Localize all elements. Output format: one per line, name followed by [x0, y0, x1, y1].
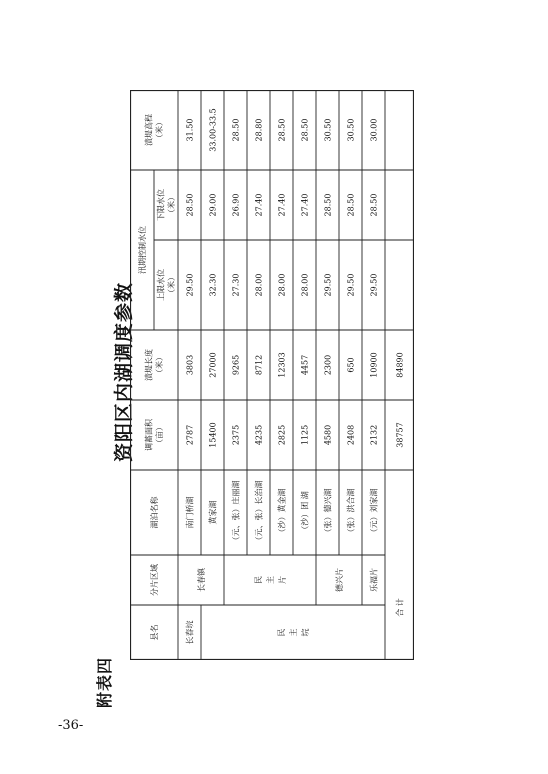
lower-level-cell: 29.00 — [208, 193, 218, 217]
levee-length-cell: 4457 — [300, 354, 310, 376]
table-grid — [130, 90, 414, 660]
storage-area-cell: 2408 — [346, 424, 356, 446]
storage-area-cell: 2375 — [231, 424, 241, 446]
lower-level-header: 下限水位（米） — [156, 189, 176, 221]
svg-text:片: 片 — [278, 576, 287, 584]
upper-level-cell: 27.30 — [231, 273, 241, 297]
appendix-label: 附表四 — [95, 656, 114, 708]
levee-elevation-cell: 33.00-33.5 — [208, 108, 218, 152]
svg-text:民: 民 — [277, 628, 286, 637]
county-cell — [277, 629, 310, 637]
lake-name-header: 湖泊名称 — [149, 496, 159, 529]
lower-level-cell: 27.40 — [277, 193, 287, 217]
lake-name-cell: 南门桥湖 — [185, 496, 195, 529]
flood-control-level-header: 汛期控制水位 — [137, 226, 147, 274]
svg-text:垸: 垸 — [301, 628, 310, 637]
storage-area-cell: 2825 — [277, 424, 287, 446]
lower-level-cell: 26.90 — [231, 193, 241, 217]
svg-text:民: 民 — [254, 576, 263, 584]
lower-level-cell: 28.50 — [369, 193, 379, 217]
levee-elevation-cell: 28.50 — [300, 118, 310, 142]
lake-name-cell: 黄家湖 — [208, 500, 218, 525]
lake-name-cell: （元、张）长治湖 — [254, 480, 264, 545]
svg-text:主: 主 — [289, 628, 298, 637]
levee-length-cell: 9265 — [231, 354, 241, 376]
storage-area-header: 调蓄面积（亩） — [144, 419, 164, 451]
levee-elevation-cell: 31.50 — [185, 118, 195, 142]
upper-level-cell: 32.30 — [208, 273, 218, 297]
county-header: 县名 — [149, 624, 159, 641]
lower-level-cell: 28.50 — [346, 193, 356, 217]
storage-area-cell: 1125 — [300, 424, 310, 446]
storage-area-cell: 15400 — [208, 422, 218, 448]
district-cell — [254, 576, 287, 584]
storage-area-cell: 4235 — [254, 424, 264, 446]
levee-elevation-cell: 30.50 — [346, 118, 356, 142]
total-label: 合 计 — [395, 598, 405, 617]
upper-level-cell: 29.50 — [346, 273, 356, 297]
lake-name-cell: （张）洪合湖 — [346, 488, 356, 537]
levee-elevation-cell: 30.50 — [323, 118, 333, 142]
district-header: 分片区域 — [149, 564, 159, 596]
county-cell: 长春垸 — [185, 620, 195, 645]
storage-area-cell: 4580 — [323, 424, 333, 446]
lake-name-cell: （沙）团 湖 — [300, 491, 310, 534]
levee-length-cell: 12303 — [277, 352, 287, 378]
levee-length-cell: 8712 — [254, 354, 264, 376]
lake-name-cell: （张）德兴湖 — [323, 488, 333, 537]
levee-length-cell: 27000 — [208, 352, 218, 378]
lake-name-cell: （元）刘家湖 — [369, 488, 379, 537]
storage-area-cell: 2132 — [369, 424, 379, 446]
lake-name-cell: （元、张）庄丽湖 — [231, 480, 241, 545]
lower-level-cell: 27.40 — [300, 193, 310, 217]
lower-level-cell: 28.50 — [323, 193, 333, 217]
levee-elevation-cell: 28.80 — [254, 118, 264, 142]
upper-level-cell: 29.50 — [185, 273, 195, 297]
storage-area-cell: 2787 — [185, 424, 195, 446]
district-cell: 长春镇 — [196, 568, 206, 592]
lower-level-cell: 28.50 — [185, 193, 195, 217]
lake-name-cell: （沙）黄金湖 — [277, 488, 287, 537]
upper-level-cell: 28.00 — [300, 273, 310, 297]
total-storage-area: 38757 — [395, 422, 405, 448]
upper-level-header: 上限水位（米） — [156, 269, 176, 301]
upper-level-cell: 29.50 — [323, 273, 333, 297]
svg-text:主: 主 — [266, 576, 275, 584]
levee-length-cell: 3803 — [185, 354, 195, 376]
levee-elevation-cell: 28.50 — [277, 118, 287, 142]
levee-length-cell: 2300 — [323, 354, 333, 376]
levee-elevation-cell: 30.00 — [369, 118, 379, 142]
page-number: -36- — [58, 718, 84, 733]
levee-elevation-header: 渍堤高程（米） — [144, 114, 164, 146]
levee-length-cell: 650 — [346, 357, 356, 373]
district-cell: 乐福片 — [369, 568, 379, 592]
total-levee-length: 84890 — [395, 352, 405, 378]
levee-length-header: 渍堤长度（米） — [144, 349, 164, 381]
upper-level-cell: 28.00 — [277, 273, 287, 297]
levee-length-cell: 10900 — [369, 352, 379, 378]
district-cell: 德兴片 — [334, 568, 344, 592]
table-title: 资阳区内湖调度参数 — [113, 281, 135, 462]
upper-level-cell: 29.50 — [369, 273, 379, 297]
lake-dispatch-table — [130, 90, 414, 660]
upper-level-cell: 28.00 — [254, 273, 264, 297]
levee-elevation-cell: 28.50 — [231, 118, 241, 142]
lower-level-cell: 27.40 — [254, 193, 264, 217]
